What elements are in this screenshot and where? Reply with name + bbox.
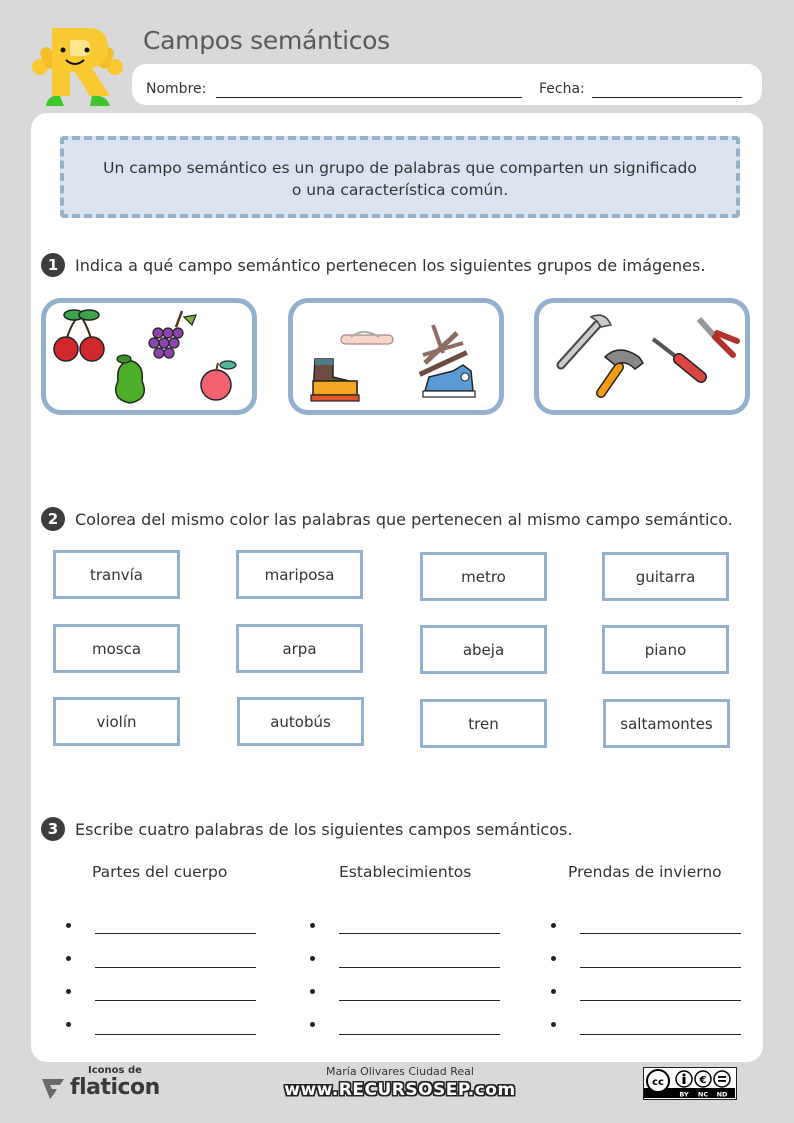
author-credit: [270, 1065, 530, 1100]
image-group-tools: [534, 298, 750, 415]
exercise-1-heading: [41, 253, 705, 277]
exercise-2-heading: [41, 507, 733, 531]
svg-text:€: €: [699, 1075, 707, 1086]
word-box[interactable]: tranvía: [53, 550, 180, 599]
word-box[interactable]: metro: [420, 552, 547, 601]
exercise-number-badge: 3: [41, 817, 65, 841]
icons-credit-label: Iconos de: [88, 1065, 142, 1076]
column-title-body-parts: Partes del cuerpo: [92, 863, 228, 881]
grapes-icon: [149, 311, 196, 358]
answer-line[interactable]: [580, 933, 741, 934]
flaticon-logo-icon: [40, 1077, 66, 1101]
word-box[interactable]: autobús: [237, 697, 364, 746]
bullet: [551, 1022, 556, 1027]
answer-line[interactable]: [339, 1034, 500, 1035]
column-title-winter-clothes: Prendas de invierno: [568, 863, 722, 881]
bullet: [310, 989, 315, 994]
word-box[interactable]: tren: [420, 699, 547, 748]
exercise-number-badge: 2: [41, 507, 65, 531]
word-box[interactable]: saltamontes: [603, 699, 730, 748]
screwdriver-icon: [653, 339, 701, 377]
exercise-number-badge: 1: [41, 253, 65, 277]
bullet: [66, 956, 71, 961]
bullet: [551, 956, 556, 961]
column-title-establishments: Establecimientos: [339, 863, 472, 881]
word-box[interactable]: guitarra: [602, 552, 729, 601]
svg-text:cc: cc: [652, 1077, 664, 1088]
word-box[interactable]: piano: [602, 625, 729, 674]
website-link[interactable]: www.RECURSOSEP.com: [284, 1080, 516, 1100]
bullet: [66, 989, 71, 994]
pliers-icon: [699, 319, 737, 355]
flip-flop-icon: [341, 332, 393, 344]
definition-line-2: o una característica común.: [291, 181, 509, 199]
worksheet-card: [31, 113, 763, 1062]
answer-line[interactable]: [95, 967, 256, 968]
word-box[interactable]: abeja: [420, 625, 547, 674]
exercise-2-instruction: Colorea del mismo color las palabras que pertenecen al mismo campo semántico.: [75, 509, 733, 529]
svg-text:NC: NC: [697, 1090, 709, 1098]
answer-line[interactable]: [95, 933, 256, 934]
word-box[interactable]: arpa: [236, 624, 363, 673]
exercise-3-instruction: Escribe cuatro palabras de los siguientes campos semánticos.: [75, 819, 573, 839]
bullet: [310, 1022, 315, 1027]
name-field[interactable]: [216, 97, 522, 98]
bullet: [310, 923, 315, 928]
hammer-icon: [601, 350, 643, 393]
svg-text:BY: BY: [679, 1090, 689, 1098]
svg-text:ND: ND: [716, 1090, 728, 1098]
pear-icon: [116, 355, 145, 403]
boot-icon: [311, 359, 359, 401]
word-box[interactable]: mariposa: [236, 550, 363, 599]
answer-line[interactable]: [580, 1000, 741, 1001]
exercise-1-instruction: Indica a qué campo semántico pertenecen los siguientes grupos de imágenes.: [75, 255, 706, 275]
exercise-3-heading: [41, 817, 572, 841]
definition-box: [60, 136, 740, 218]
apple-icon: [201, 361, 236, 400]
answer-line[interactable]: [580, 1034, 741, 1035]
image-group-fruits: [41, 298, 257, 415]
author-name: María Olivares Ciudad Real: [326, 1065, 474, 1078]
bullet: [551, 989, 556, 994]
flaticon-brand: flaticon: [70, 1075, 160, 1100]
answer-line[interactable]: [339, 967, 500, 968]
answer-line[interactable]: [339, 1000, 500, 1001]
bullet: [66, 923, 71, 928]
answer-line[interactable]: [580, 967, 741, 968]
bullet: [66, 1022, 71, 1027]
logo-mascot: [30, 22, 125, 107]
answer-line[interactable]: [339, 933, 500, 934]
page-title: Campos semánticos: [143, 26, 390, 55]
date-field[interactable]: [592, 97, 742, 98]
cherries-icon: [54, 310, 104, 361]
bullet: [551, 923, 556, 928]
date-label: Fecha:: [539, 81, 585, 97]
bullet: [310, 956, 315, 961]
wrench-icon: [561, 315, 611, 365]
creative-commons-badge: [643, 1067, 737, 1100]
image-group-footwear: [288, 298, 504, 415]
header-fields: [132, 64, 762, 105]
definition-line-1: Un campo semántico es un grupo de palabras que comparten un significado: [103, 159, 697, 177]
name-label: Nombre:: [146, 81, 207, 97]
answer-line[interactable]: [95, 1034, 256, 1035]
word-box[interactable]: mosca: [53, 624, 180, 673]
word-box[interactable]: violín: [53, 697, 180, 746]
answer-line[interactable]: [95, 1000, 256, 1001]
